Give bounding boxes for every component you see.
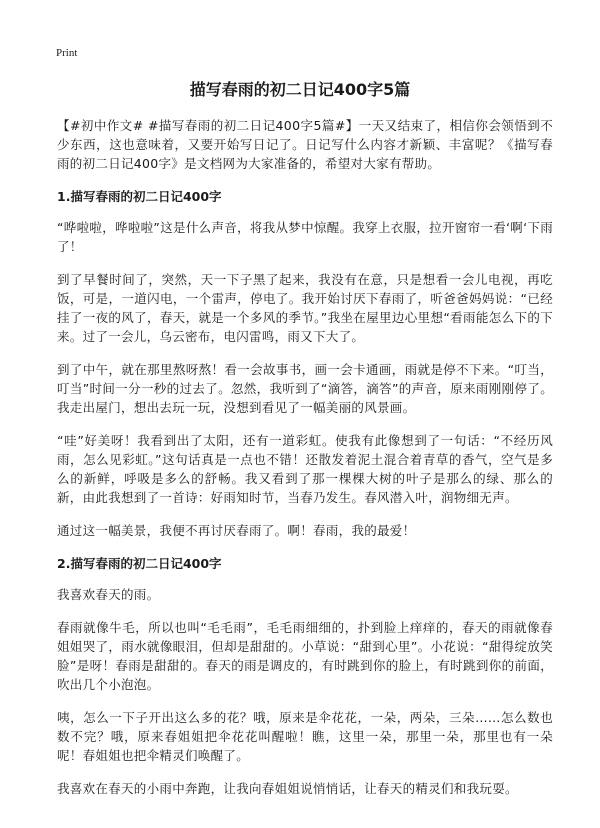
paragraph: 到了早餐时间了，突然，天一下子黑了起来，我没有在意，只是想看一会儿电视，再吃饭，可是，一道闪电，一个雷声，停电了。我开始讨厌下春雨了，听爸爸妈妈说：“已经挂了一夜的风了，春天，就是一个多风的季节。”我坐在屋里边心里想“看雨能怎么下的下来。过了一会儿，乌云密布，电闪雷鸣，雨又下大了。 [57, 272, 553, 344]
section-heading: 1.描写春雨的初二日记400字 [57, 189, 222, 204]
diary-section-1 [57, 187, 553, 540]
diary-section-2 [57, 554, 553, 798]
paragraph: 春雨就像牛毛，所以也叫“毛毛雨”，毛毛雨细细的，扑到脸上痒痒的，春天的雨就像春姐姐哭了，雨水就像眼泪，但却是甜甜的。小草说：“甜到心里”。小花说：“甜得绽放笑脸”是呀！春雨是甜甜的。春天的雨是调皮的，有时跳到你的脸上，有时跳到你的前面，吹出几个小泡泡。 [57, 620, 553, 692]
paragraph: 我喜欢在春天的小雨中奔跑，让我向春姐姐说悄悄话，让春天的精灵们和我玩耍。 [57, 781, 518, 796]
intro-paragraph: 【#初中作文# #描写春雨的初二日记400字5篇#】一天又结束了，相信你会领悟到不少东西，这也意味着，又要开始写日记了。日记写什么内容才新颖、丰富呢？《描写春雨的初二日记400字》是文档网为大家准备的，希望对大家有帮助。 [57, 118, 553, 171]
article-body [57, 116, 553, 812]
paragraph: “哇”好美呀！我看到出了太阳，还有一道彩虹。使我有此像想到了一句话：“不经历风雨，怎么见彩虹。”这句话真是一点也不错！还散发着泥土混合着青草的香气，空气是多么的新鲜，呼吸是多么的舒畅。我又看到了那一棵棵大树的叶子是那么的绿、那么的新，由此我想到了一首诗：好雨知时节，当春乃发生。春风潜入叶，润物细无声。 [57, 433, 553, 505]
page-title: 描写春雨的初二日记400字5篇 [189, 80, 411, 99]
paragraph: 通过这一幅美景，我便不再讨厌春雨了。啊！春雨，我的最爱！ [57, 523, 416, 538]
print-link[interactable]: Print [56, 47, 78, 59]
paragraph: 到了中午，就在那里熬呀熬！看一会故事书，画一会卡通画，雨就是停不下来。“叮当，叮当”时间一分一秒的过去了。忽然，我听到了“滴答，滴答”的声音，原来雨刚刚停了。我走出屋门，想出去玩一玩，没想到看见了一幅美丽的风景画。 [57, 362, 553, 415]
paragraph: “哗啦啦，哗啦啦”这是什么声音，将我从梦中惊醒。我穿上衣服，拉开窗帘一看‘啊‘下雨了！ [57, 220, 553, 254]
paragraph: 咦，怎么一下子开出这么多的花？哦，原来是伞花花，一朵，两朵，三朵……怎么数也数不完？哦，原来春姐姐把伞花花叫醒啦！瞧，这里一朵，那里一朵，那里也有一朵呢！春姐姐也把伞精灵们唤醒了。 [57, 710, 553, 763]
section-heading: 2.描写春雨的初二日记400字 [57, 556, 222, 571]
paragraph: 我喜欢春天的雨。 [57, 587, 160, 602]
